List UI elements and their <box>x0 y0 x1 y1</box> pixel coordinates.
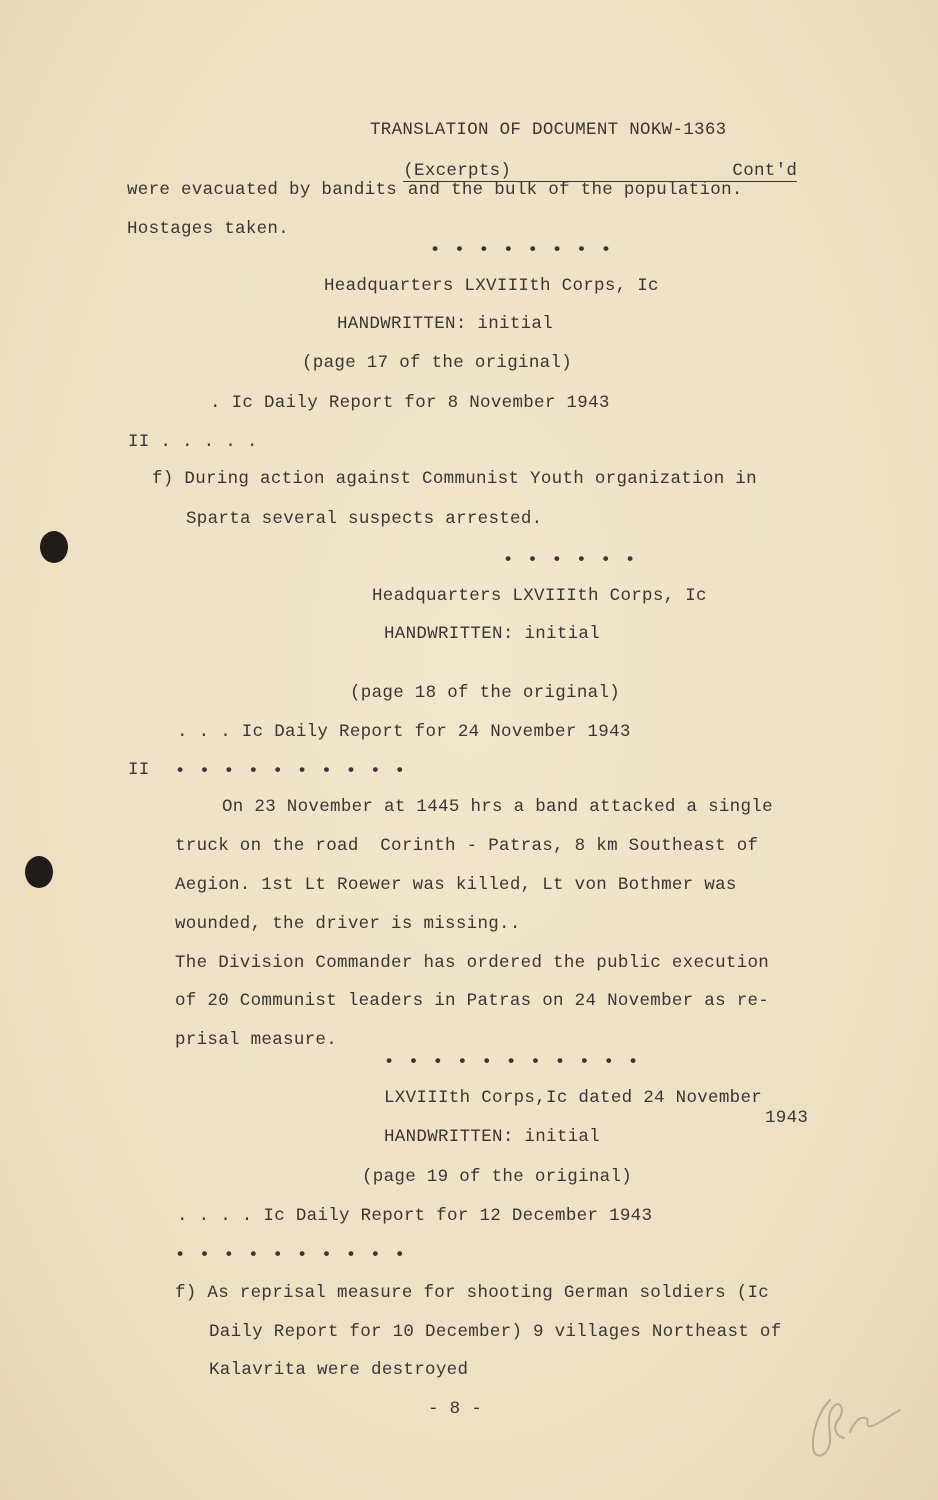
separator-5: • • • • • • • • • • <box>175 1246 407 1265</box>
separator-2: • • • • • • <box>503 551 638 570</box>
section2-page: (page 18 of the original) <box>350 683 621 703</box>
section3-year: 1943 <box>765 1108 809 1128</box>
section2-numeral: II <box>128 760 150 780</box>
punch-hole-top <box>40 531 68 563</box>
section1-handwritten: HANDWRITTEN: initial <box>337 314 554 334</box>
section3-page: (page 19 of the original) <box>362 1167 633 1187</box>
section1-item-line-1: f) During action against Communist Youth organization in <box>152 469 757 489</box>
handwritten-initial-mark <box>800 1392 910 1462</box>
section1-page: (page 17 of the original) <box>302 353 573 373</box>
contd-label: Cont'd <box>732 161 798 181</box>
section3-hq: LXVIIIth Corps,Ic dated 24 November <box>384 1088 763 1108</box>
section3-handwritten: HANDWRITTEN: initial <box>384 1127 601 1147</box>
section2-handwritten: HANDWRITTEN: initial <box>384 624 601 644</box>
separator-1: • • • • • • • • <box>430 241 614 260</box>
section2-para-line-4: wounded, the driver is missing.. <box>175 914 521 934</box>
subtitle-underline <box>403 161 797 182</box>
section1-hq: Headquarters LXVIIIth Corps, Ic <box>324 276 659 296</box>
section2-para-line-1: On 23 November at 1445 hrs a band attacked a single <box>222 797 773 817</box>
intro-line-2: Hostages taken. <box>127 219 290 239</box>
section3-report: . . . . Ic Daily Report for 12 December 1943 <box>177 1206 653 1226</box>
page-number: - 8 - <box>428 1399 483 1419</box>
punch-hole-bottom <box>25 856 53 888</box>
section2-para-line-2: truck on the road Corinth - Patras, 8 km Southeast of <box>175 836 759 856</box>
section1-numeral: II . . . . . <box>128 432 258 452</box>
section2-report: . . . Ic Daily Report for 24 November 1943 <box>177 722 631 742</box>
section2-para-line-7: prisal measure. <box>175 1030 338 1050</box>
separator-4: • • • • • • • • • • • <box>384 1053 641 1072</box>
section3-item-line-1: f) As reprisal measure for shooting German soldiers (Ic <box>175 1283 770 1303</box>
section2-para-line-6: of 20 Communist leaders in Patras on 24 November as re- <box>175 991 770 1011</box>
section1-report: . Ic Daily Report for 8 November 1943 <box>210 393 610 413</box>
document-title: TRANSLATION OF DOCUMENT NOKW-1363 <box>370 120 727 140</box>
section2-para-line-5: The Division Commander has ordered the public execution <box>175 953 770 973</box>
excerpts-label: (Excerpts) <box>403 161 512 181</box>
separator-3: • • • • • • • • • • <box>175 762 407 781</box>
section3-item-line-3: Kalavrita were destroyed <box>209 1360 469 1380</box>
intro-line-1: were evacuated by bandits and the bulk of the population. <box>127 180 743 200</box>
section1-item-line-2: Sparta several suspects arrested. <box>186 509 543 529</box>
section3-item-line-2: Daily Report for 10 December) 9 villages Northeast of <box>209 1322 782 1342</box>
section2-hq: Headquarters LXVIIIth Corps, Ic <box>372 586 707 606</box>
section2-para-line-3: Aegion. 1st Lt Roewer was killed, Lt von Bothmer was <box>175 875 737 895</box>
